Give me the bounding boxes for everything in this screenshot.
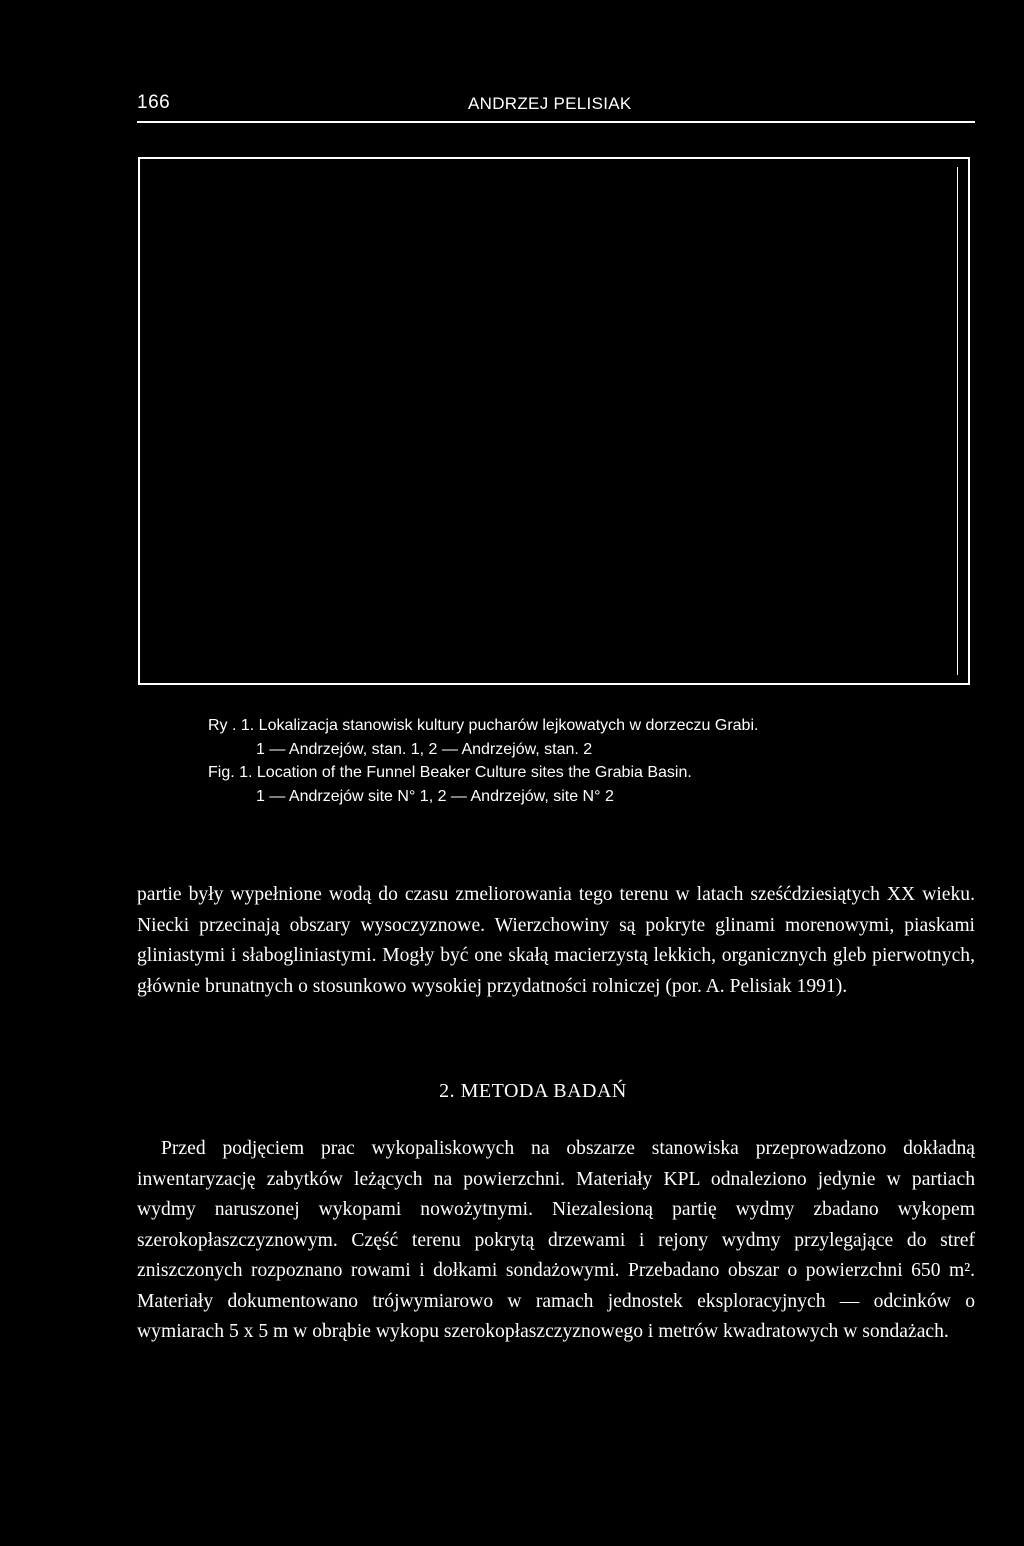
figure-map-area	[140, 167, 958, 675]
section-heading: 2. METODA BADAŃ	[439, 1080, 627, 1102]
running-head: ANDRZEJ PELISIAK	[468, 94, 632, 113]
caption-line-polish-title: Ry . 1. Lokalizacja stanowisk kultury pucharów lejkowatych w dorzeczu Grabi.	[208, 717, 759, 734]
figure-caption	[0, 714, 1024, 808]
caption-line-polish-legend: 1 — Andrzejów, stan. 1, 2 — Andrzejów, stan. 2	[256, 740, 593, 758]
body-paragraph: Przed podjęciem prac wykopaliskowych na obszarze stanowiska przeprowadzono dokładną inwentaryzację zabytków leżących na powierzchni. Materiały KPL odnaleziono jedynie w partiach wydmy naruszonej wykopami nowożytnymi. Niezalesioną partię wydmy zbadano wykopem szerokopłaszczyznowym. Część terenu pokrytą drzewami i rejony wydmy przylegające do stref zniszczonych rozpoznano rowami i dołkami sondażowymi. Przebadano obszar o powierzchni 650 m². Materiały dokumentowano trójwymiarowo w ramach jednostek eksploracyjnych — odcinków o wymiarach 5 x 5 m w obrąbie wykopu szerokopłaszczyznowego i metrów kwadratowych w sondażach.	[137, 1138, 975, 1342]
header-rule	[137, 121, 975, 123]
body-paragraph: partie były wypełnione wodą do czasu zmeliorowania tego terenu w latach sześćdziesiątych XX wieku. Niecki przecinają obszary wysoczyznowe. Wierzchowiny są pokryte glinami morenowymi, piaskami gliniastymi i słabogliniastymi. Mogły być one skałą macierzystą lekkich, organicznych gleb pierwotnych, głównie brunatnych o stosunkowo wysokiej przydatności rolniczej (por. A. Pelisiak 1991).	[137, 884, 975, 997]
figure-map-frame	[138, 157, 970, 685]
page-number: 166	[137, 92, 171, 113]
caption-line-english-legend: 1 — Andrzejów site N° 1, 2 — Andrzejów, site N° 2	[256, 787, 614, 805]
caption-line-english-title: Fig. 1. Location of the Funnel Beaker Culture sites the Grabia Basin.	[208, 764, 692, 781]
